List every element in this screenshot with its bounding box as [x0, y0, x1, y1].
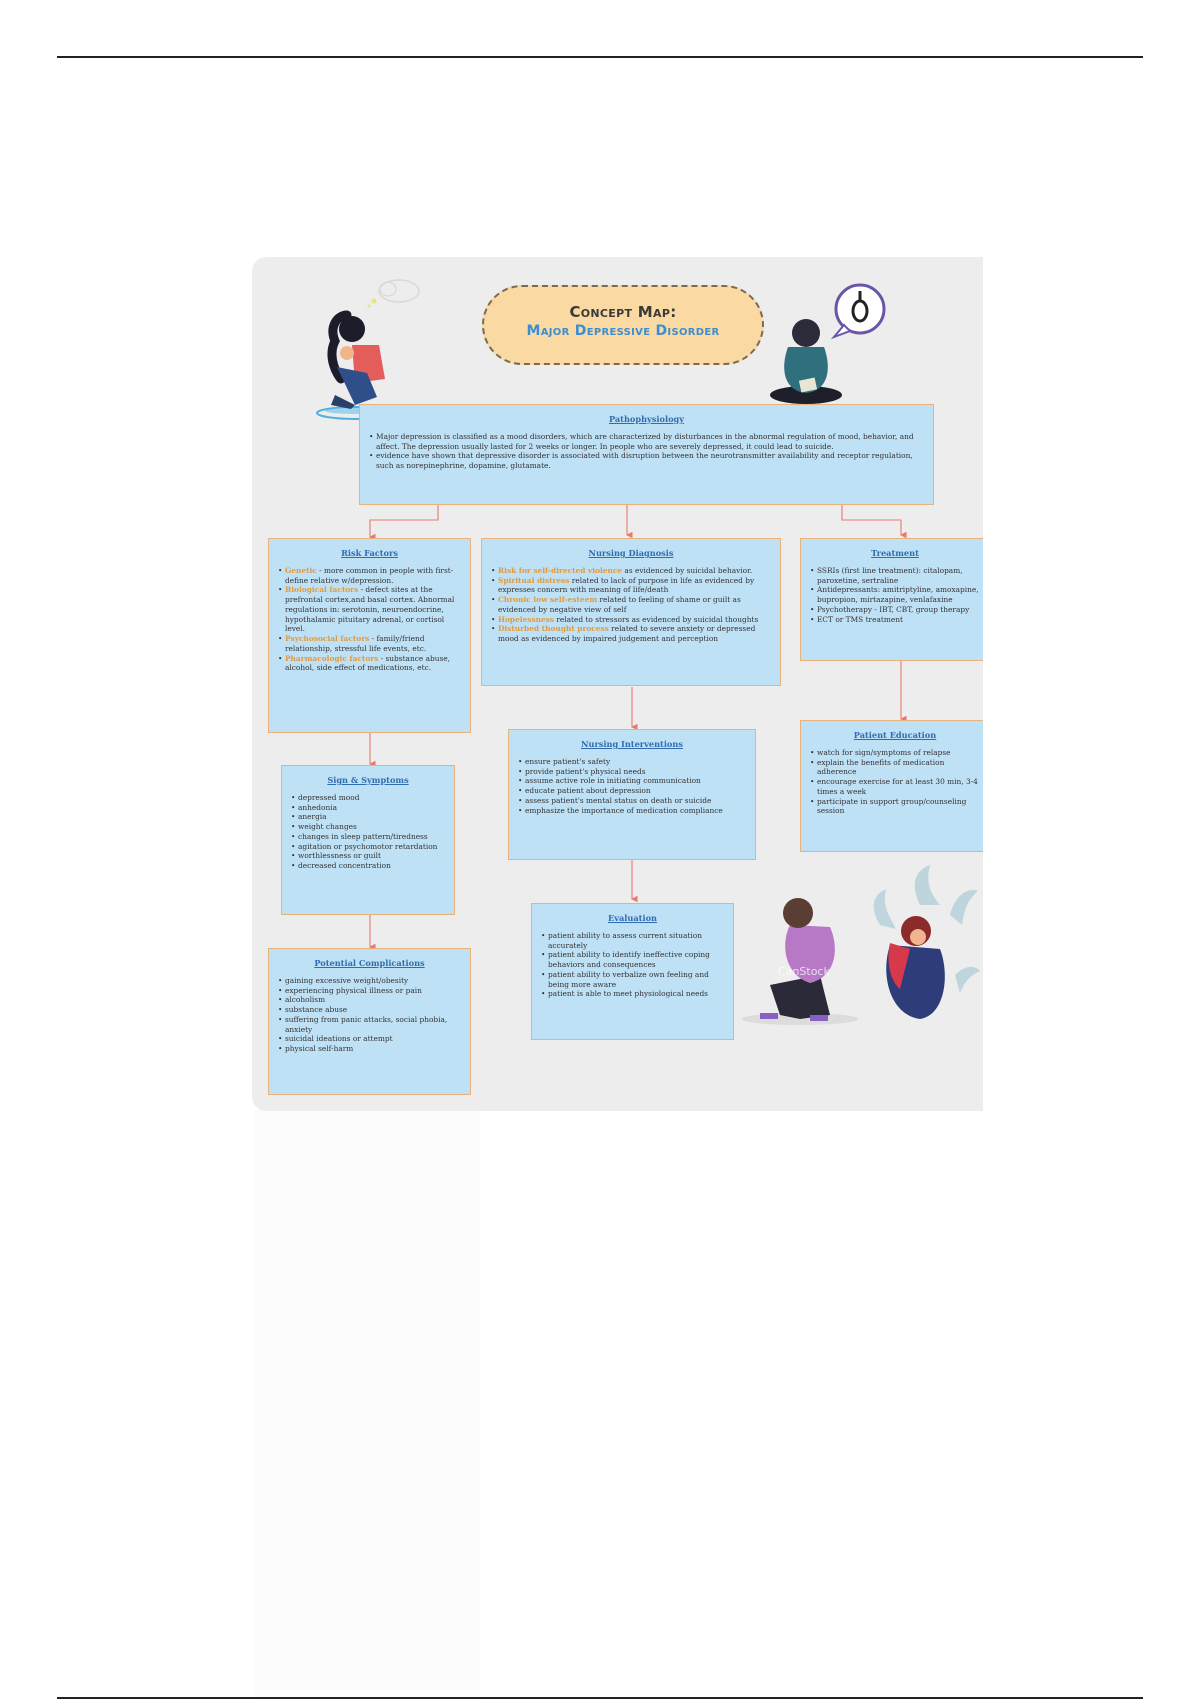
item-text: - more common in people with first-define relative w/depression. — [285, 565, 454, 585]
signs-symptoms-box — [281, 765, 455, 915]
list-item: • suffering from panic attacks, social phobia, anxiety — [285, 1015, 462, 1035]
list-item: • participate in support group/counseling session — [817, 797, 981, 817]
concept-map — [252, 257, 983, 1111]
patient-education-title: Patient Education — [853, 730, 937, 740]
watermark: CanStock — [778, 965, 830, 978]
list-item: • anhedonia — [298, 803, 446, 813]
anxious-women-illustration — [740, 865, 980, 1035]
top-rule — [57, 56, 1143, 58]
nursing-diagnosis-box — [481, 538, 781, 686]
list-item: • patient is able to meet physiological needs — [548, 989, 725, 999]
highlight-term: Chronic low self-esteem — [498, 595, 598, 605]
item-text: - family/friend relationship, stressful life events, etc. — [285, 634, 427, 653]
list-item — [285, 566, 462, 586]
patient-education-box — [800, 720, 983, 852]
list-item — [498, 624, 772, 644]
patient-education-list — [809, 748, 981, 816]
nursing-diagnosis-list — [490, 566, 772, 644]
list-item: • emphasize the importance of medication compliance — [525, 806, 747, 816]
nursing-diagnosis-title: Nursing Diagnosis — [588, 548, 674, 558]
item-text: - defect sites at the prefrontal cortex,and basal cortex. Abnormal regulations in: serotonin, neuroendocrine, hypothalamic pituitary adrenal, or cortisol level. — [285, 585, 455, 634]
list-item: • patient ability to verbalize own feeling and being more aware — [548, 970, 725, 990]
list-item: • patient ability to identify ineffective coping behaviors and consequences — [548, 950, 725, 970]
treatment-title: Treatment — [871, 548, 919, 558]
highlight-term: Biological factors — [285, 585, 359, 595]
item-text: related to stressors as evidenced by suicidal thoughts — [554, 614, 759, 624]
list-item: • assume active role in initiating communication — [525, 776, 747, 786]
list-item: • encourage exercise for at least 30 min, 3-4 times a week — [817, 777, 981, 797]
pathophysiology-list — [368, 432, 925, 471]
list-item: • experiencing physical illness or pain — [285, 986, 462, 996]
list-item: • worthlessness or guilt — [298, 851, 446, 861]
page-shade — [255, 1110, 480, 1700]
bottom-rule — [57, 1697, 1143, 1699]
title-line-2: Major Depressive Disorder — [526, 323, 720, 339]
item-text: related to severe anxiety or depressed mood as evidenced by impaired judgement and perception — [498, 624, 756, 644]
concept-map-title — [482, 285, 764, 365]
highlight-term: Risk for self-directed violence — [498, 565, 623, 575]
risk-factors-box — [268, 538, 471, 733]
list-item: • Major depression is classified as a mood disorders, which are characterized by disturbances in the abnormal regulation of mood, behavior, and affect. The depression usually lasted for 2 weeks or longer. In people who are severely depressed, it could lead to suicide. — [376, 432, 925, 452]
list-item: • evidence have shown that depressive disorder is associated with disruption between the neurotransmitter availability and receptor regulation, such as norepinephrine, dopamine, glutamate. — [376, 451, 925, 471]
highlight-term: Hopelessness — [498, 614, 555, 624]
list-item: • SSRIs (first line treatment): citalopam, paroxetine, sertraline — [817, 566, 981, 586]
item-text: as evidenced by suicidal behavior. — [622, 565, 753, 575]
list-item — [285, 654, 462, 674]
potential-complications-title: Potential Complications — [314, 958, 425, 968]
list-item: • Psychotherapy - IBT, CBT, group therapy — [817, 605, 981, 615]
item-text: related to lack of purpose in life as evidenced by expresses concern with meaning of life/death — [498, 575, 755, 595]
list-item: • decreased concentration — [298, 861, 446, 871]
evaluation-title: Evaluation — [608, 913, 657, 923]
highlight-term: Disturbed thought process — [498, 624, 609, 634]
title-line-1: Concept Map: — [569, 303, 677, 321]
list-item: • anergia — [298, 812, 446, 822]
list-item: • alcoholism — [285, 995, 462, 1005]
list-item: • Antidepressants: amitriptyline, amoxapine, bupropion, mirtazapine, venlafaxine — [817, 585, 981, 605]
list-item: • suicidal ideations or attempt — [285, 1034, 462, 1044]
worried-woman-illustration — [770, 279, 910, 409]
item-text: - substance abuse, alcohol, side effect of medications, etc. — [285, 653, 450, 673]
list-item — [498, 595, 772, 615]
list-item: • gaining excessive weight/obesity — [285, 976, 462, 986]
highlight-term: Spiritual distress — [498, 575, 570, 585]
list-item: • ECT or TMS treatment — [817, 615, 981, 625]
highlight-term: Genetic — [285, 565, 317, 575]
treatment-list — [809, 566, 981, 625]
list-item: • watch for sign/symptoms of relapse — [817, 748, 981, 758]
list-item: • agitation or psychomotor retardation — [298, 842, 446, 852]
signs-symptoms-list — [290, 793, 446, 871]
list-item: • physical self-harm — [285, 1044, 462, 1054]
list-item: • assess patient's mental status on death or suicide — [525, 796, 747, 806]
list-item — [285, 585, 462, 634]
nursing-interventions-title: Nursing Interventions — [581, 739, 683, 749]
evaluation-list — [540, 931, 725, 999]
highlight-term: Pharmacologic factors — [285, 653, 379, 663]
list-item — [498, 576, 772, 596]
pathophysiology-box — [359, 404, 934, 505]
list-item: • ensure patient's safety — [525, 757, 747, 767]
list-item: • educate patient about depression — [525, 786, 747, 796]
list-item: • substance abuse — [285, 1005, 462, 1015]
list-item: • patient ability to assess current situation accurately — [548, 931, 725, 951]
nursing-interventions-box — [508, 729, 756, 860]
list-item: • depressed mood — [298, 793, 446, 803]
list-item: • provide patient's physical needs — [525, 767, 747, 777]
treatment-box — [800, 538, 983, 661]
highlight-term: Psychosocial factors — [285, 634, 370, 644]
potential-complications-list — [277, 976, 462, 1054]
list-item: • explain the benefits of medication adherence — [817, 758, 981, 778]
signs-symptoms-title: Sign & Symptoms — [327, 775, 409, 785]
evaluation-box — [531, 903, 734, 1040]
list-item — [498, 615, 772, 625]
pathophysiology-title: Pathophysiology — [608, 414, 685, 424]
list-item: • weight changes — [298, 822, 446, 832]
list-item — [498, 566, 772, 576]
risk-factors-title: Risk Factors — [341, 548, 398, 558]
item-text: related to feeling of shame or guilt as evidenced by negative view of self — [498, 595, 741, 614]
nursing-interventions-list — [517, 757, 747, 816]
potential-complications-box — [268, 948, 471, 1095]
risk-factors-list — [277, 566, 462, 673]
list-item — [285, 634, 462, 654]
list-item: • changes in sleep pattern/tiredness — [298, 832, 446, 842]
